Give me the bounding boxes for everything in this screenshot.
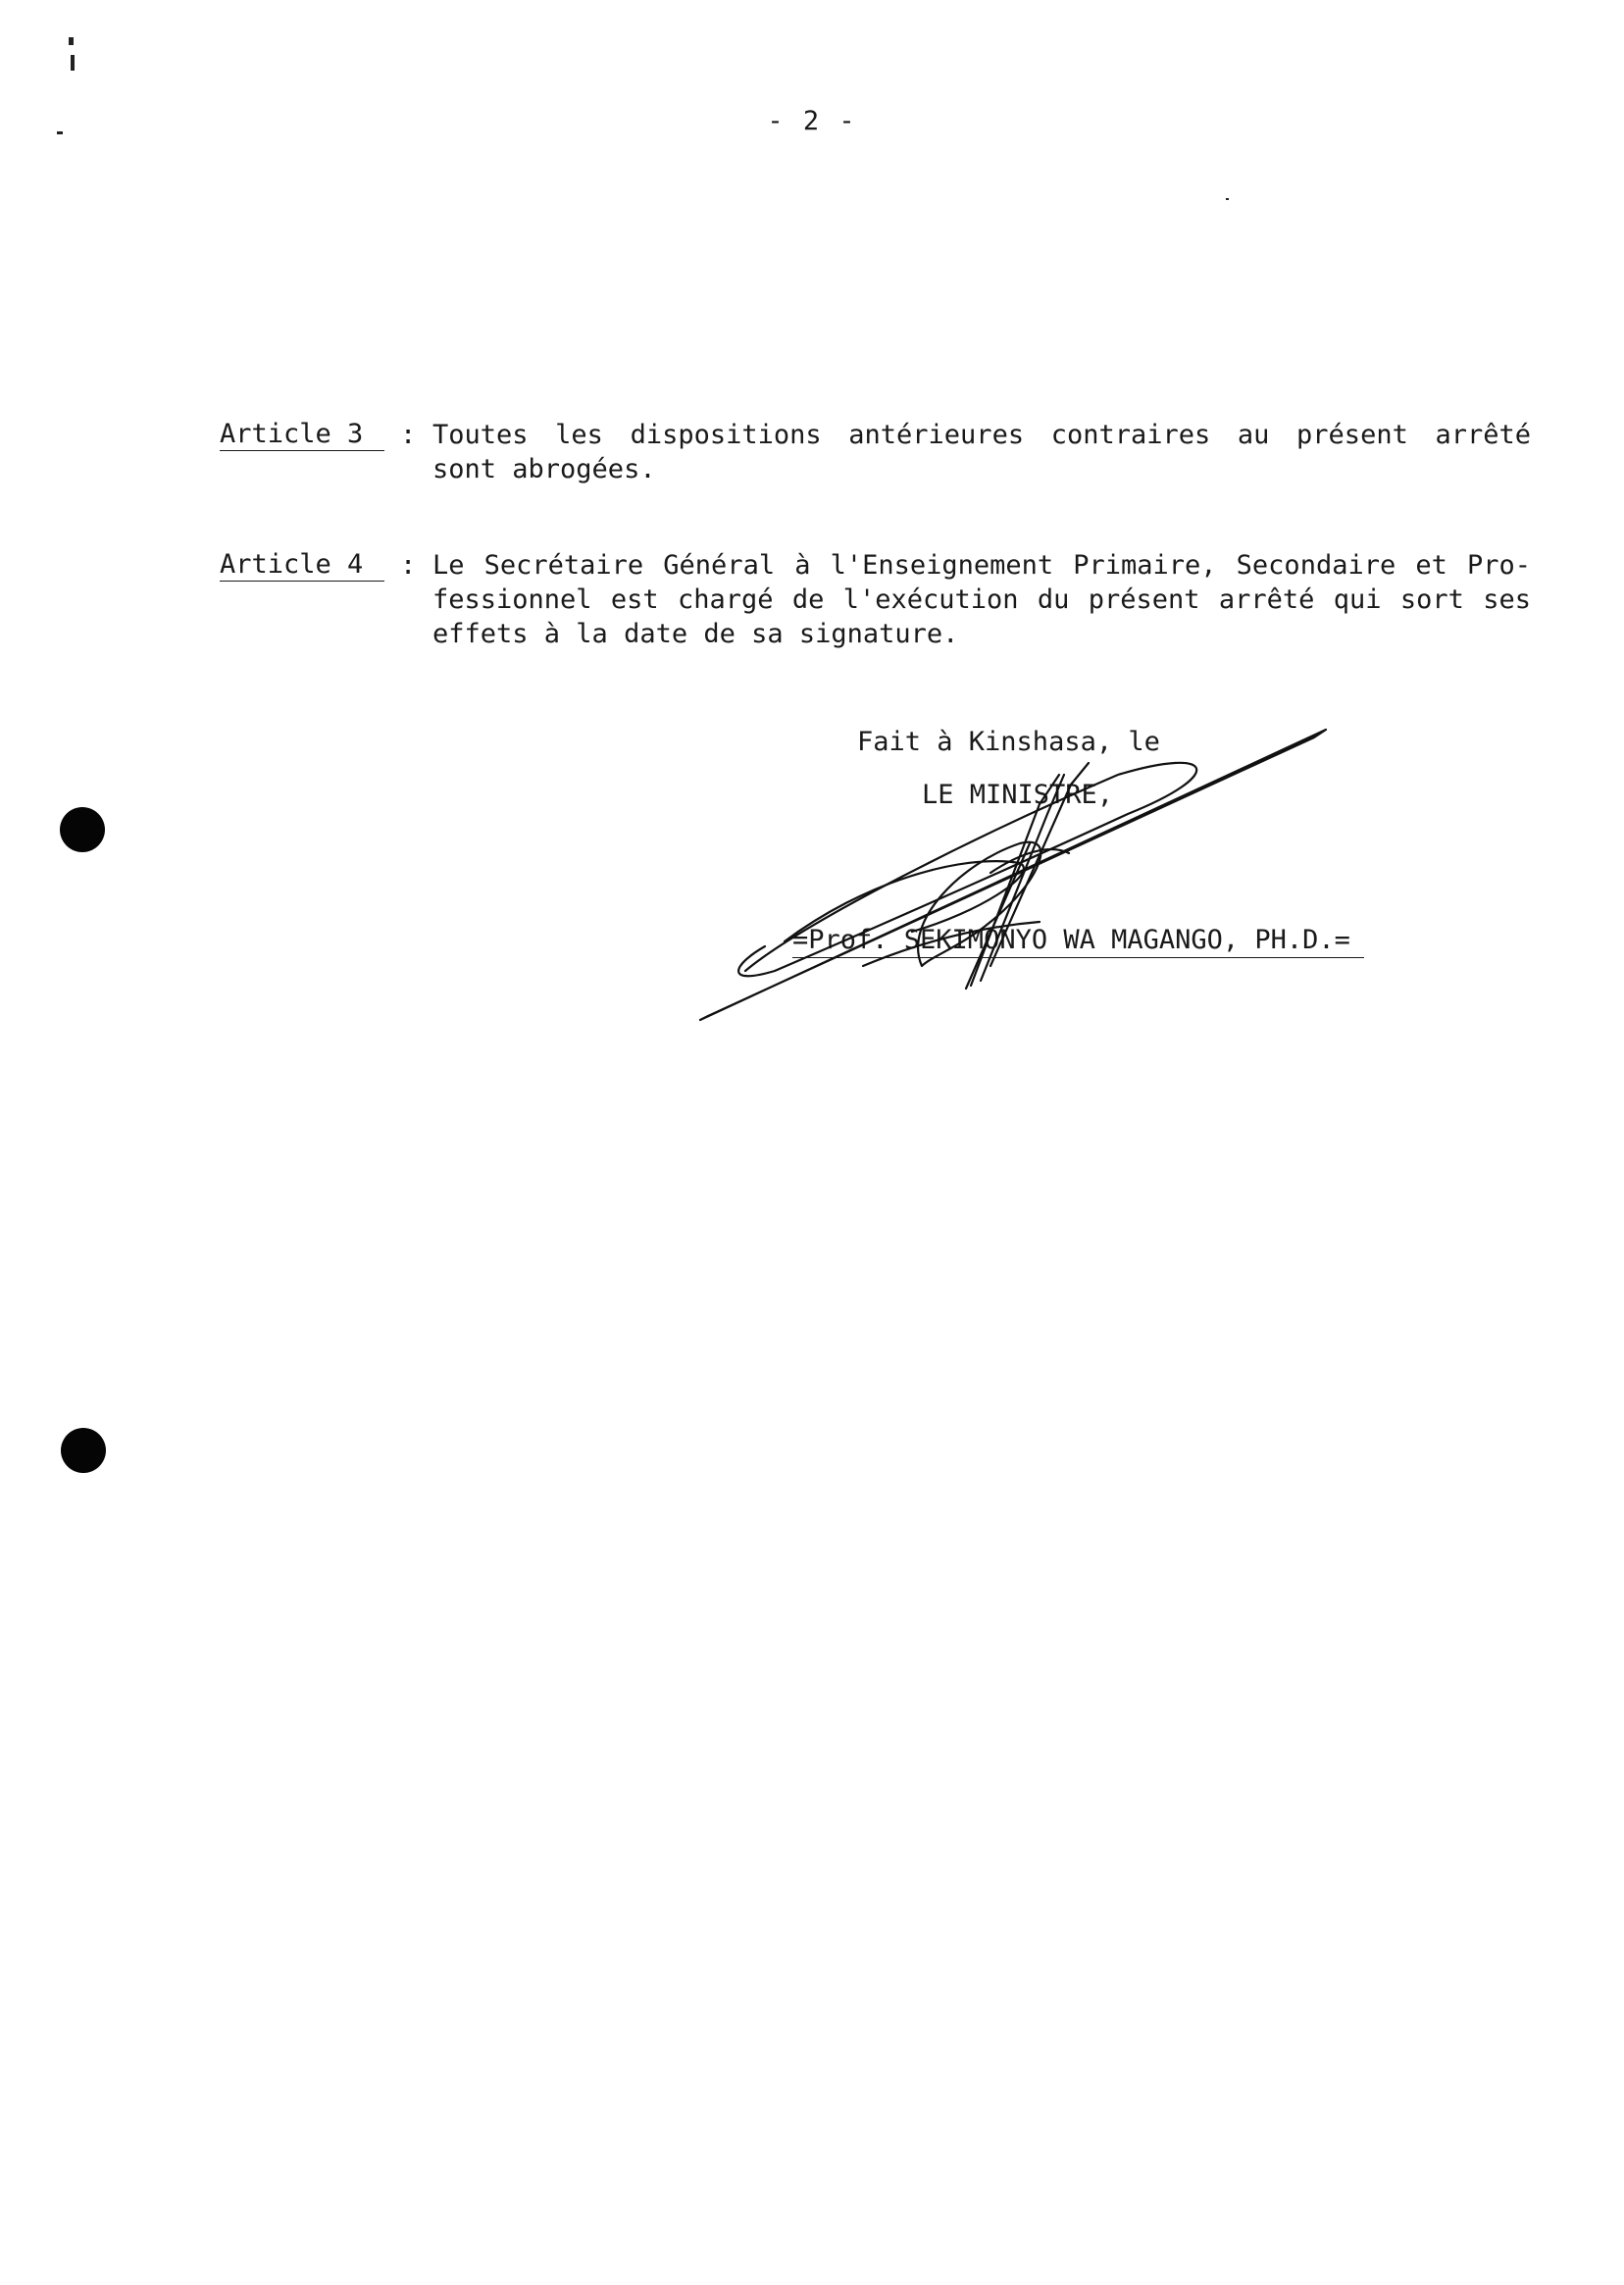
article-line: Toutes les dispositions antérieures contraires au présent arrêté <box>432 420 1531 450</box>
article-separator: : <box>400 420 417 450</box>
article-line: effets à la date de sa signature. <box>432 619 959 649</box>
place-date-line: Fait à Kinshasa, le <box>857 727 1160 757</box>
minister-title: LE MINISTRE, <box>922 780 1114 810</box>
article-line: Le Secrétaire Général à l'Enseignement Primaire, Secondaire et Pro- <box>432 550 1531 581</box>
article-separator: : <box>400 550 417 581</box>
article-line: sont abrogées. <box>432 454 656 484</box>
punch-hole <box>61 1428 106 1473</box>
article-label: Article 3 <box>220 418 384 451</box>
signatory-name: =Prof. SEKIMONYO WA MAGANGO, PH.D.= <box>792 925 1364 958</box>
article-body <box>432 418 1531 486</box>
article-line: fessionnel est chargé de l'exécution du présent arrêté qui sort ses <box>432 584 1531 615</box>
article-label: Article 4 <box>220 548 384 582</box>
page-number: - 2 - <box>767 106 857 136</box>
article-body <box>432 548 1531 651</box>
punch-hole <box>60 807 105 852</box>
scan-mark <box>71 55 75 71</box>
scan-mark <box>1226 198 1229 200</box>
scan-mark <box>69 37 74 45</box>
